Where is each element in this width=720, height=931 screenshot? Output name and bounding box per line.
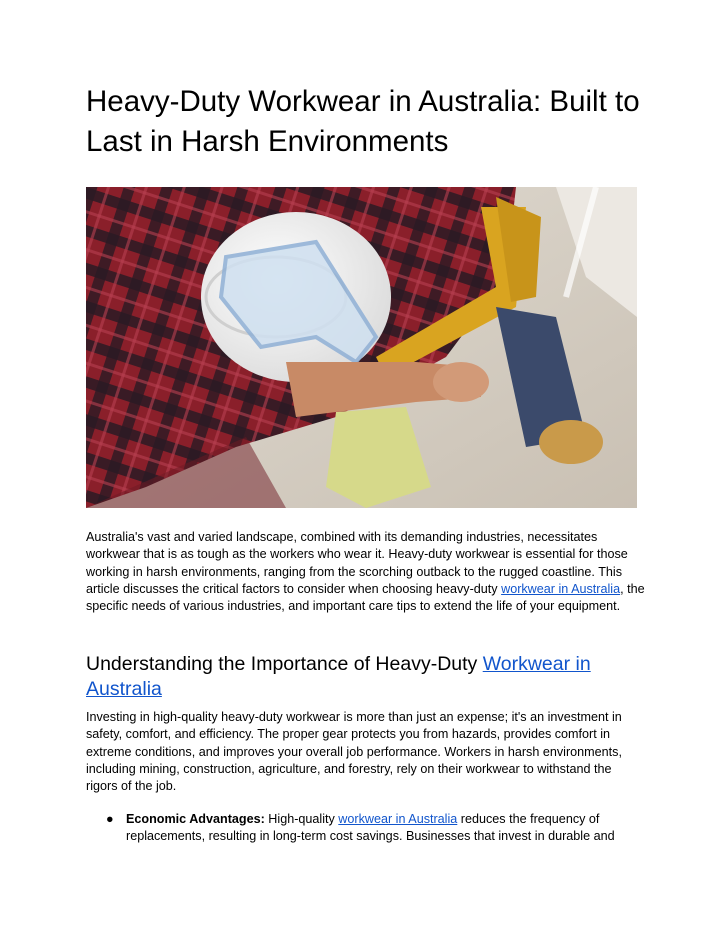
hero-image	[86, 187, 637, 508]
workwear-link-2[interactable]: workwear in Australia	[338, 812, 458, 826]
intro-text-2: , the specific needs of various industries, and important care tips to extend the life of your equipment.	[86, 581, 645, 614]
bullet-text-2: reduces the frequency of replacements, resulting in long-term cost savings. Businesses that invest in durable and	[126, 812, 615, 844]
intro-paragraph	[86, 529, 646, 615]
worker-photo	[86, 187, 637, 508]
bullet-label: Economic Advantages:	[126, 812, 265, 826]
section-heading-text: Understanding the Importance of Heavy-Duty	[86, 653, 483, 675]
list-item	[86, 811, 642, 846]
workwear-link-1[interactable]: workwear in Australia	[501, 581, 621, 596]
article-title: Heavy-Duty Workwear in Australia: Built to Last in Harsh Environments	[86, 85, 640, 158]
bullet-icon: ●	[106, 812, 114, 826]
section-heading	[86, 652, 646, 702]
intro-text-1: Australia's vast and varied landscape, combined with its demanding industries, necessitates workwear that is as tough as the workers who wear it. Heavy-duty workwear is essential for those working in harsh environments, ranging from the scorching outback to the rugged coastline. This article discusses the critical factors to consider when choosing heavy-duty	[86, 530, 628, 596]
section-paragraph: Investing in high-quality heavy-duty workwear is more than just an expense; it's an investment in safety, comfort, and efficiency. The proper gear protects you from hazards, provides comfort in extreme conditions, and improves your overall job performance. Workers in harsh environments, including mining, construction, agriculture, and forestry, rely on their workwear to withstand the rigors of the job.	[86, 710, 622, 794]
workwear-heading-link[interactable]: Workwear in Australia	[86, 653, 591, 700]
bullet-text-1: High-quality	[264, 812, 339, 826]
bullet-list	[86, 811, 642, 846]
